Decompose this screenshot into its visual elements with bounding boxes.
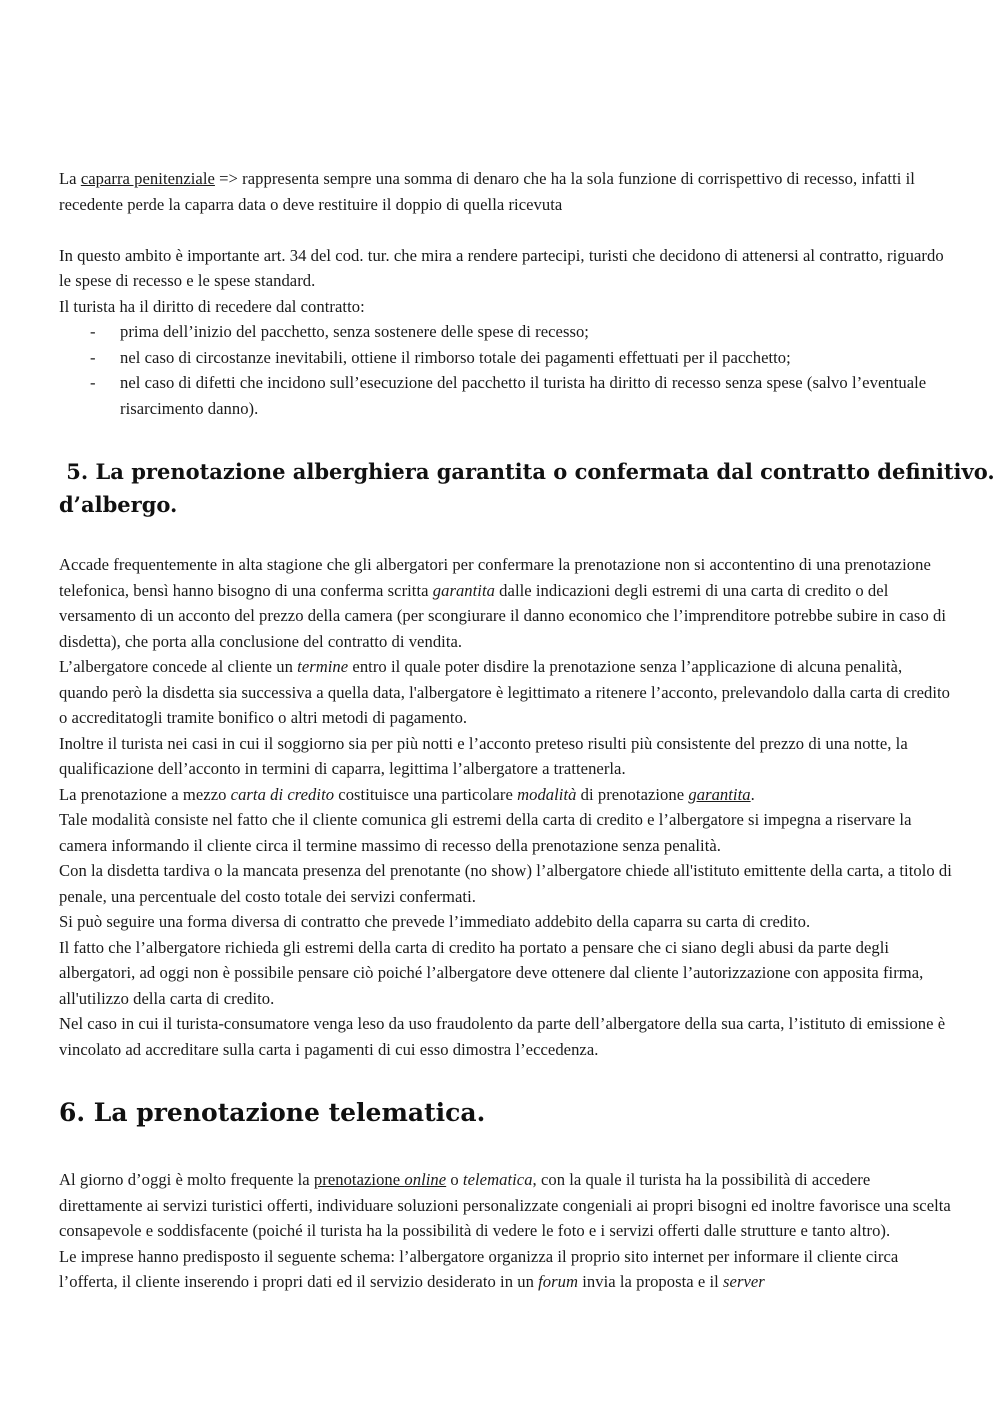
text-span: dalle indicazioni degli estremi di una carta di credito o del versamento di un acconto del prezzo della camera (per scongiurare il danno economico che l’imprenditore potrebbe subire in caso di disdetta), che porta alla conclusione del contratto di vendita. <box>59 580 946 651</box>
heading-line: d’albergo. <box>59 492 178 517</box>
section-heading-6: 6. La prenotazione telematica. <box>59 1098 486 1127</box>
paragraph-art34: In questo ambito è importante art. 34 del cod. tur. che mira a rendere partecipi, turisti che decidono di attenersi al contratto, riguardo le spese di recesso e le spese standard. <box>59 245 944 290</box>
text-span: Le imprese hanno predisposto il seguente schema: l’albergatore organizza il proprio sito internet per informare il cliente circa l’offerta, il cliente inserendo i propri dati ed il servizio desiderato in un <box>59 1246 899 1291</box>
text-span: o <box>446 1170 463 1189</box>
text-span: L’albergatore concede al cliente un <box>59 657 298 676</box>
text-span: costituisce una particolare <box>334 784 518 804</box>
text-span: prenotazione <box>313 1170 405 1189</box>
paragraph <box>59 552 954 654</box>
section-5-body <box>59 552 954 1062</box>
text-span: => rappresenta sempre una somma di denaro che ha la sola funzione di corrispettivo di recesso, infatti il recedente perde la caparra data o deve restituire il doppio di quella ricevuta <box>59 169 915 214</box>
dash-bullet: - <box>90 322 96 341</box>
paragraph: Il fatto che l’albergatore richieda gli estremi della carta di credito ha portato a pensare che ci siano degli abusi da parte degli albergatori, ad oggi non è possibile pensare ciò poiché l’albergatore deve ottenere dal cliente l’autorizzazione con apposita firma, all'utilizzo della carta di credito. <box>59 937 924 1008</box>
emphasis: telematica <box>462 1170 533 1189</box>
emphasis: forum <box>538 1272 579 1291</box>
section-heading-5 <box>59 455 995 521</box>
paragraph <box>59 1244 954 1295</box>
emphasis: termine <box>297 657 349 676</box>
text-span: Accade frequentemente in alta stagione che gli albergatori per confermare la prenotazione non si accontentino di una prenotazione telefonica, bensì hanno bisogno di una conferma scritta <box>59 555 931 600</box>
list-item-text: nel caso di circostanze inevitabili, ottiene il rimborso totale dei pagamenti effettuati per il pacchetto; <box>120 347 791 367</box>
paragraph: Tale modalità consiste nel fatto che il cliente comunica gli estremi della carta di credito e l’albergatore si impegna a riservare la camera informando il cliente circa il termine massimo di recesso della prenotazione senza penalità. <box>59 810 912 855</box>
emphasis: online <box>404 1170 447 1189</box>
text-span: . <box>750 784 755 804</box>
blank-line <box>59 217 954 243</box>
paragraph: Si può seguire una forma diversa di contratto che prevede l’immediato addebito della caparra su carta di credito. <box>59 912 811 931</box>
list-item <box>59 319 954 345</box>
text-span: , con la quale il turista ha la possibilità di accedere direttamente ai servizi turistici offerti, individuare soluzioni personalizzate congeniali ai propri bisogni ed inoltre favorisce una scelta consapevole e soddisfacente (poiché il turista ha la possibilità di vedere le foto e i servizi offerti dalle strutture e tanto altro). <box>59 1170 951 1240</box>
emphasis-underlined: garantita <box>688 784 751 804</box>
emphasis: carta di credito <box>230 784 335 804</box>
text-span: Al giorno d’oggi è molto frequente la <box>59 1170 314 1189</box>
paragraph <box>59 654 954 731</box>
text-span: entro il quale poter disdire la prenotazione senza l’applicazione di alcuna penalità, quando però la disdetta sia successiva a quella data, l'albergatore è legittimato a ritenere l’acconto, prelevandolo dalla carta di credito o accreditatogli tramite bonifico o altri metodi di pagamento. <box>59 657 951 727</box>
intro-block <box>59 166 954 421</box>
paragraph: Inoltre il turista nei casi in cui il soggiorno sia per più notti e l’acconto preteso risulti più consistente del prezzo di una notte, la qualificazione dell’acconto in termini di caparra, legittima l’albergatore a trattenerla. <box>59 733 908 778</box>
emphasis: modalità <box>517 784 577 804</box>
paragraph: Con la disdetta tardiva o la mancata presenza del prenotante (no show) l’albergatore chiede all'istituto emittente della carta, a titolo di penale, una percentuale del costo totale dei servizi confermati. <box>59 861 952 906</box>
paragraph <box>59 782 954 808</box>
dash-bullet: - <box>90 347 96 367</box>
emphasis: garantita <box>432 580 495 600</box>
paragraph <box>59 1167 954 1244</box>
list-item <box>59 370 954 421</box>
emphasis: server <box>723 1272 765 1291</box>
term-prenotazione-online <box>314 1170 446 1189</box>
list-item <box>59 345 954 371</box>
paragraph: Nel caso in cui il turista-consumatore venga leso da uso fraudolento da parte dell’albergatore della sua carta, l’istituto di emissione è vincolato ad accreditare sulla carta i pagamenti di cui esso dimostra l’eccedenza. <box>59 1014 946 1059</box>
dash-bullet: - <box>90 373 96 392</box>
section-6-body <box>59 1167 954 1295</box>
text-span: invia la proposta e il <box>578 1272 724 1291</box>
paragraph-caparra <box>59 166 954 217</box>
paragraph-diritto-recesso: Il turista ha il diritto di recedere dal contratto: <box>59 296 365 316</box>
list-item-text: nel caso di difetti che incidono sull’esecuzione del pacchetto il turista ha diritto di recesso senza spese (salvo l’eventuale risarcimento danno). <box>120 373 927 418</box>
list-item-text: prima dell’inizio del pacchetto, senza sostenere delle spese di recesso; <box>120 322 589 341</box>
heading-line: 5. La prenotazione alberghiera garantita o confermata dal contratto definitivo. <box>59 459 995 484</box>
recesso-list <box>59 319 954 421</box>
text-span: La prenotazione a mezzo <box>59 784 231 804</box>
term-caparra-penitenziale: caparra penitenziale <box>80 169 215 188</box>
text-span: La <box>59 169 81 188</box>
text-span: di prenotazione <box>576 784 689 804</box>
